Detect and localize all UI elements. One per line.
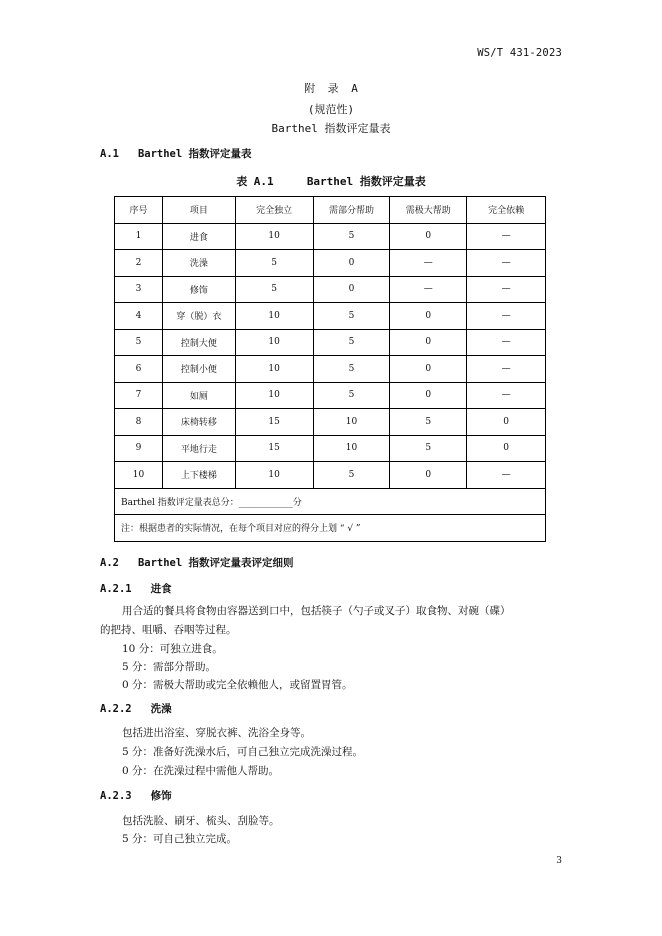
a21-item: 0 分：需极大帮助或完全依赖他人，或留置胃管。: [122, 679, 353, 691]
table-cell: 0: [313, 276, 390, 303]
section-a23-number: A.2.3: [100, 790, 132, 802]
a22-item: 0 分：在洗澡过程中需他人帮助。: [122, 765, 280, 777]
table-cell: 10: [235, 329, 313, 356]
table-cell: 5: [235, 250, 313, 277]
table-cell: 5: [115, 329, 163, 356]
table-header-row: [115, 197, 546, 224]
table-cell: 修饰: [162, 276, 235, 303]
section-a23-title: 修饰: [150, 790, 172, 802]
table-cell: —: [390, 276, 467, 303]
section-a2-heading: [100, 555, 294, 570]
table-cell: 10: [313, 409, 390, 436]
section-a22-heading: [100, 701, 172, 716]
column-header: 完全依赖: [467, 197, 546, 224]
table-row: [115, 356, 546, 383]
section-a21-heading: [100, 581, 172, 596]
page-number: 3: [556, 856, 562, 866]
table-row: [115, 462, 546, 489]
table-cell: 15: [235, 435, 313, 462]
table-cell: —: [390, 250, 467, 277]
table-cell: 6: [115, 356, 163, 383]
table-cell: 10: [313, 435, 390, 462]
table-row: [115, 276, 546, 303]
table-cell: 5: [235, 276, 313, 303]
table-cell: 如厕: [162, 382, 235, 409]
section-a23-heading: [100, 788, 172, 803]
a22-paragraph: 包括进出浴室、穿脱衣裤、洗浴全身等。: [122, 727, 311, 739]
table-cell: 10: [235, 356, 313, 383]
table-row: [115, 250, 546, 277]
column-header: 完全独立: [235, 197, 313, 224]
table-cell: 0: [313, 250, 390, 277]
table-cell: 5: [313, 356, 390, 383]
total-score-line: Barthel 指数评定量表总分：____________分: [115, 488, 546, 515]
appendix-title: 附 录 A: [304, 82, 358, 95]
section-a2-title: Barthel 指数评定量表评定细则: [137, 557, 294, 569]
column-header: 需部分帮助: [313, 197, 390, 224]
table-cell: 5: [313, 303, 390, 330]
table-cell: 平地行走: [162, 435, 235, 462]
table-row: [115, 409, 546, 436]
table-cell: 9: [115, 435, 163, 462]
section-a2-number: A.2: [100, 557, 119, 569]
table-total-row: [115, 488, 546, 515]
appendix-nature: (规范性): [307, 103, 355, 116]
table-cell: —: [467, 356, 546, 383]
a23-paragraph: 包括洗脸、刷牙、梳头、刮脸等。: [122, 815, 280, 827]
table-cell: —: [467, 462, 546, 489]
standard-number: WS/T 431-2023: [477, 47, 562, 59]
table-cell: 0: [390, 462, 467, 489]
a21-item: 10 分：可独立进食。: [122, 643, 223, 655]
table-cell: 0: [390, 303, 467, 330]
column-header: 序号: [115, 197, 163, 224]
table-cell: 控制大便: [162, 329, 235, 356]
table-cell: 穿（脱）衣: [162, 303, 235, 330]
a21-paragraph-line1: 用合适的餐具将食物由容器送到口中，包括筷子（勺子或叉子）取食物、对碗（碟）: [122, 605, 511, 617]
section-a22-number: A.2.2: [100, 703, 132, 715]
column-header: 项目: [162, 197, 235, 224]
table-cell: —: [467, 329, 546, 356]
barthel-table: [114, 196, 546, 542]
table-cell: —: [467, 250, 546, 277]
table-cell: 0: [390, 223, 467, 250]
a21-paragraph-line2: 的把持、咀嚼、吞咽等过程。: [100, 624, 237, 636]
table-caption-number: 表 A.1: [236, 175, 274, 188]
table-cell: 5: [390, 409, 467, 436]
table-cell: 0: [467, 409, 546, 436]
table-cell: —: [467, 303, 546, 330]
section-a1-title: Barthel 指数评定量表: [137, 148, 252, 160]
table-cell: 3: [115, 276, 163, 303]
table-cell: 10: [235, 303, 313, 330]
table-row: [115, 382, 546, 409]
section-a1-heading: [100, 146, 252, 161]
table-row: [115, 435, 546, 462]
section-a22-title: 洗澡: [150, 703, 172, 715]
section-a21-title: 进食: [150, 583, 172, 595]
table-cell: 0: [390, 382, 467, 409]
table-cell: —: [467, 276, 546, 303]
table-cell: 8: [115, 409, 163, 436]
table-cell: 0: [467, 435, 546, 462]
table-row: [115, 303, 546, 330]
table-note: 注：根据患者的实际情况，在每个项目对应的得分上划 “ √ ”: [115, 515, 546, 542]
section-a21-number: A.2.1: [100, 583, 132, 595]
table-cell: 0: [390, 329, 467, 356]
a23-item: 5 分：可自己独立完成。: [122, 833, 238, 845]
table-cell: 床椅转移: [162, 409, 235, 436]
table-cell: 10: [115, 462, 163, 489]
table-cell: 10: [235, 223, 313, 250]
table-cell: 1: [115, 223, 163, 250]
section-a1-number: A.1: [100, 148, 119, 160]
table-cell: 洗澡: [162, 250, 235, 277]
table-note-row: [115, 515, 546, 542]
table-cell: 2: [115, 250, 163, 277]
table-cell: 5: [313, 382, 390, 409]
table-cell: 15: [235, 409, 313, 436]
table-cell: 上下楼梯: [162, 462, 235, 489]
table-cell: 5: [390, 435, 467, 462]
table-cell: 5: [313, 223, 390, 250]
table-cell: 10: [235, 462, 313, 489]
table-cell: 控制小便: [162, 356, 235, 383]
table-cell: 进食: [162, 223, 235, 250]
table-cell: 4: [115, 303, 163, 330]
a21-item: 5 分：需部分帮助。: [122, 661, 217, 673]
table-row: [115, 223, 546, 250]
a22-item: 5 分：准备好洗澡水后，可自己独立完成洗澡过程。: [122, 746, 364, 758]
table-cell: —: [467, 382, 546, 409]
table-row: [115, 329, 546, 356]
table-cell: —: [467, 223, 546, 250]
table-cell: 0: [390, 356, 467, 383]
table-cell: 5: [313, 462, 390, 489]
table-cell: 10: [235, 382, 313, 409]
table-cell: 5: [313, 329, 390, 356]
appendix-subtitle: Barthel 指数评定量表: [271, 122, 391, 135]
table-cell: 7: [115, 382, 163, 409]
column-header: 需极大帮助: [390, 197, 467, 224]
table-caption: [0, 173, 662, 189]
table-caption-text: Barthel 指数评定量表: [306, 175, 426, 188]
